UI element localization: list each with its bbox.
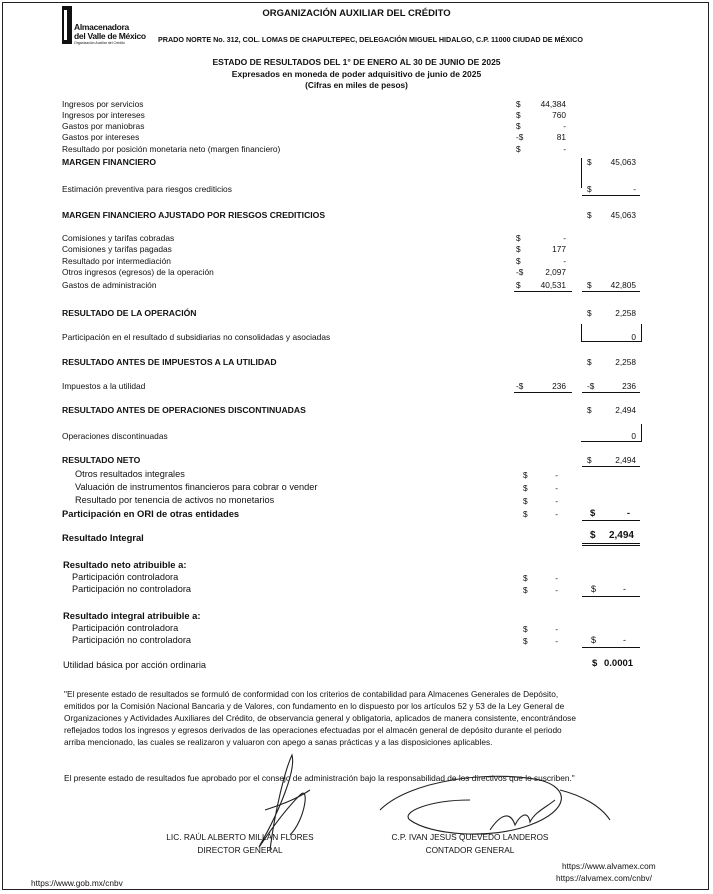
row-label: MARGEN FINANCIERO [62,157,157,167]
signature-director [230,750,320,860]
attrib-label: Participación no controladora [72,635,191,645]
note-line: emitidos por la Comisión Nacional Bancaria y de Valores, con fundamento en lo dispuesto por los artículos 52 y 53 de la Ley General de [64,701,565,711]
currency-sign: $ [592,658,598,669]
amount-value: - [555,483,558,493]
amount-value: 236 [552,381,566,391]
row-label: RESULTADO ANTES DE IMPUESTOS A LA UTILIDAD [62,357,277,367]
signer-2-title: CONTADOR GENERAL [425,845,515,855]
amount-value: 2,097 [545,267,566,277]
note-line: "El presente estado de resultados se formuló de conformidad con los criterios de contabilidad para Almacenes Generales de Depósito, [64,689,559,699]
currency-sign: $ [587,357,592,367]
currency-sign: $ [523,470,528,480]
currency-sign: -$ [587,381,595,391]
attrib-label: Participación controladora [72,572,179,582]
statement-units: (Cifras en miles de pesos) [305,80,408,90]
amount-value: - [563,121,566,131]
attrib-label: Participación no controladora [72,584,191,594]
footer-link-cnbv[interactable]: https://www.gob.mx/cnbv [31,878,123,888]
amount-value: 2,258 [615,357,636,367]
currency-sign: $ [516,110,521,120]
amount-value: - [555,573,558,583]
amount-value: - [626,508,630,519]
signer-1-name: LIC. RAÚL ALBERTO MILLÁN FLORES [166,832,314,842]
currency-sign: $ [516,144,521,154]
currency-sign: $ [587,455,592,465]
currency-sign: $ [523,636,528,646]
amount-value: - [555,496,558,506]
ori-label: Valuación de instrumentos financieros para cobrar o vender [75,482,318,492]
amount-value: - [623,635,626,645]
currency-sign: $ [523,509,528,519]
column-border [641,324,642,342]
amount-value: 2,494 [615,455,636,465]
currency-sign: $ [587,184,592,194]
currency-sign: $ [591,584,597,594]
amount-value: 2,494 [608,530,634,541]
row-label: RESULTADO DE LA OPERACIÓN [62,308,197,318]
ori-label: Resultado por tenencia de activos no monetarios [75,495,275,505]
amount-value: 2,494 [615,405,636,415]
currency-sign: -$ [516,132,524,142]
currency-sign: $ [587,405,592,415]
currency-sign: $ [516,280,521,290]
amount-value: 2,258 [615,308,636,318]
attrib-label: Participación controladora [72,623,179,633]
row-label: Comisiones y tarifas pagadas [62,244,172,254]
amount-value: 42,805 [610,280,636,290]
ori-label: Participación en ORI de otras entidades [62,508,240,519]
note-line: arriba mencionado, las cuales se realizaron y valuaron con apego a sanas prácticas y a las disposiciones aplicables. [64,737,493,747]
footer-link-alvamex[interactable]: https://www.alvamex.com [562,861,656,871]
statement-title: ESTADO DE RESULTADOS DEL 1° DE ENERO AL 30 DE JUNIO DE 2025 [212,57,501,67]
amount-value: - [563,144,566,154]
signer-2-name: C.P. IVAN JESUS QUEVEDO LANDEROS [391,832,549,842]
amount-value: 81 [556,132,566,142]
note-approval: El presente estado de resultados fue aprobado por el consejo de administración bajo la responsabilidad de los directivos que lo suscriben." [64,773,575,783]
row-label: RESULTADO NETO [62,455,141,465]
amount-value: 45,063 [610,157,636,167]
footer-link-alvamex-cnbv[interactable]: https://alvamex.com/cnbv/ [556,873,652,883]
row-label: Estimación preventiva para riesgos crediticios [62,184,232,194]
currency-sign: $ [591,635,597,645]
row-label: Gastos por maniobras [62,121,145,131]
amount-value: 45,063 [610,210,636,220]
logo-text-2: del Valle de México [74,31,146,41]
row-label: Gastos de administración [62,280,157,290]
section-title: Resultado neto atribuible a: [63,559,187,570]
org-name: ORGANIZACIÓN AUXILIAR DEL CRÉDITO [262,8,451,19]
amount-value: 177 [552,244,566,254]
currency-sign: -$ [516,381,524,391]
amount-value: - [633,184,636,194]
currency-sign: $ [587,210,592,220]
currency-sign: $ [587,157,592,167]
address: PRADO NORTE No. 312, COL. LOMAS DE CHAPULTEPEC, DELEGACIÓN MIGUEL HIDALGO, C.P. 11000 CIUDAD DE MÉXICO [158,35,583,44]
ori-label: Otros resultados integrales [75,469,185,479]
row-label: Impuestos a la utilidad [62,381,146,391]
note-line: Organizaciones y Actividades Auxiliares del Crédito, de observancia general y obligatoria, aplicados de manera consistente, encontrándose [64,713,576,723]
currency-sign: -$ [516,267,524,277]
currency-sign: $ [516,244,521,254]
logo-text-1: Almacenadora [74,22,129,32]
note-line: reflejados todos los ingresos y egresos derivados de las operaciones efectuadas por el almacén general de depósito durante el periodo [64,725,562,735]
row-label: Ingresos por servicios [62,99,144,109]
currency-sign: $ [590,508,596,519]
amount-value: 0 [631,431,636,441]
row-label: MARGEN FINANCIERO AJUSTADO POR RIESGOS CREDITICIOS [62,210,326,220]
amount-value: - [563,256,566,266]
signer-1-title: DIRECTOR GENERAL [197,845,283,855]
column-border [641,424,642,442]
amount-value: - [555,509,558,519]
utilidad-label: Utilidad básica por acción ordinaria [63,660,206,670]
currency-sign: $ [516,233,521,243]
section-title: Resultado integral atribuible a: [63,610,201,621]
amount-value: - [623,584,626,594]
currency-sign: $ [516,121,521,131]
rule [581,341,641,342]
currency-sign: $ [523,573,528,583]
currency-sign: $ [523,624,528,634]
amount-value: - [555,636,558,646]
column-border [581,158,582,188]
currency-sign: $ [587,308,592,318]
currency-sign: $ [590,530,596,541]
amount-value: - [555,585,558,595]
row-label: Gastos por intereses [62,132,140,142]
currency-sign: $ [516,256,521,266]
row-label: Ingresos por intereses [62,110,145,120]
row-label: Otros ingresos (egresos) de la operación [62,267,214,277]
row-label: Participación en el resultado d subsidiarias no consolidadas y asociadas [62,332,331,342]
amount-value: 760 [552,110,566,120]
rule [581,441,641,442]
row-label: Comisiones y tarifas cobradas [62,233,175,243]
amount-value: 40,531 [540,280,566,290]
currency-sign: $ [523,496,528,506]
currency-sign: $ [523,483,528,493]
column-border [581,324,582,342]
amount-value: 44,384 [540,99,566,109]
currency-sign: $ [587,280,592,290]
row-label: RESULTADO ANTES DE OPERACIONES DISCONTINUADAS [62,405,306,415]
row-label: Operaciones discontinuadas [62,431,168,441]
amount-value: - [555,470,558,480]
amount-value: 0 [631,332,636,342]
amount-value: 0.0001 [604,658,634,669]
logo-text-3: Organización Auxiliar del Crédito [74,41,125,45]
row-label: Resultado por posición monetaria neto (margen financiero) [62,144,281,154]
statement-subtitle: Expresados en moneda de poder adquisitivo de junio de 2025 [231,69,482,79]
currency-sign: $ [516,99,521,109]
amount-value: - [555,624,558,634]
currency-sign: $ [523,585,528,595]
resultado-integral-label: Resultado Integral [62,532,144,543]
amount-value: 236 [622,381,636,391]
row-label: Resultado por intermediación [62,256,171,266]
amount-value: - [563,233,566,243]
